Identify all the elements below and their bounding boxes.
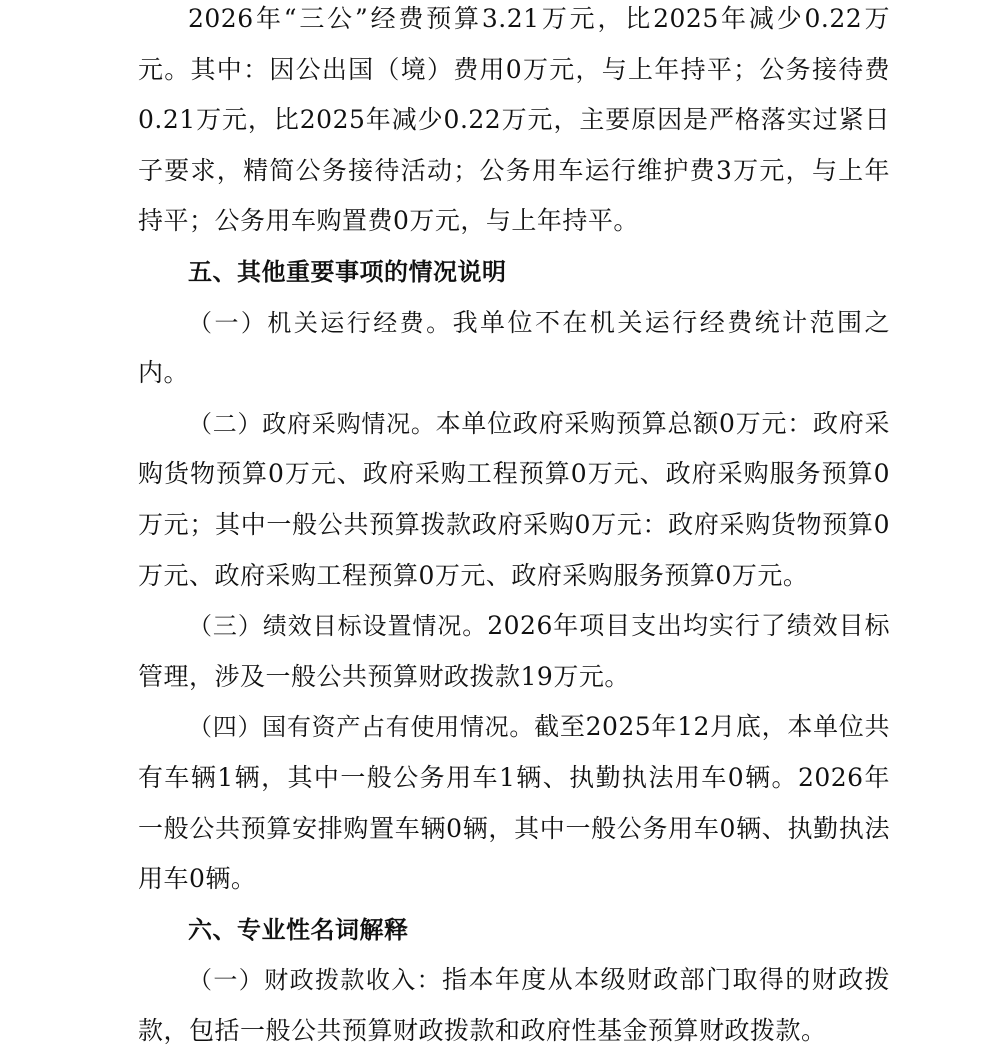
sangong-paragraph: 2026年“三公”经费预算3.21万元，比2025年减少0.22万元。其中：因公出国（境）费用0万元，与上年持平；公务接待费0.21万元，比2025年减少0.22万元，主要原因是严格落实过紧日子要求，精简公务接待活动；公务用车运行维护费3万元，与上年持平；公务用车购置费0万元，与上年持平。	[138, 4, 890, 236]
term-label-fiscal-appropriation-income: （一）财政拨款收入：	[188, 966, 443, 995]
paragraph-fiscal-appropriation-income	[138, 955, 890, 1056]
paragraph-operating-expenses	[138, 298, 890, 399]
fiscal-appropriation-income-text: 指本年度从本级财政部门取得的财政拨款，包括一般公共预算财政拨款和政府性基金预算财政拨款。	[138, 965, 891, 1045]
document-page	[138, 0, 890, 1056]
state-assets-text: 截至2025年12月底，本单位共有车辆1辆，其中一般公务用车1辆、执勤执法用车0辆。2026年一般公共预算安排购置车辆0辆，其中一般公务用车0辆、执勤执法用车0辆。	[138, 712, 891, 894]
paragraph-state-assets	[138, 702, 890, 904]
subsection-label-performance-targets: （三）绩效目标设置情况。	[188, 612, 488, 641]
subsection-label-operating-expenses: （一）机关运行经费。	[188, 308, 453, 337]
paragraph-performance-targets	[138, 601, 890, 702]
section-heading-other-matters: 五、其他重要事项的情况说明	[188, 257, 507, 286]
subsection-label-state-assets: （四）国有资产占有使用情况。	[188, 713, 535, 742]
subsection-label-government-procurement: （二）政府采购情况。	[188, 409, 436, 438]
paragraph-government-procurement	[138, 399, 890, 601]
section-heading-terminology: 六、专业性名词解释	[188, 915, 409, 944]
government-procurement-text: 本单位政府采购预算总额0万元：政府采购货物预算0万元、政府采购工程预算0万元、政府采购服务预算0万元；其中一般公共预算拨款政府采购0万元：政府采购货物预算0万元、政府采购工程预算0万元、政府采购服务预算0万元。	[138, 408, 890, 590]
performance-targets-text: 2026年项目支出均实行了绩效目标管理，涉及一般公共预算财政拨款19万元。	[138, 611, 891, 691]
operating-expenses-text: 我单位不在机关运行经费统计范围之内。	[138, 307, 890, 388]
